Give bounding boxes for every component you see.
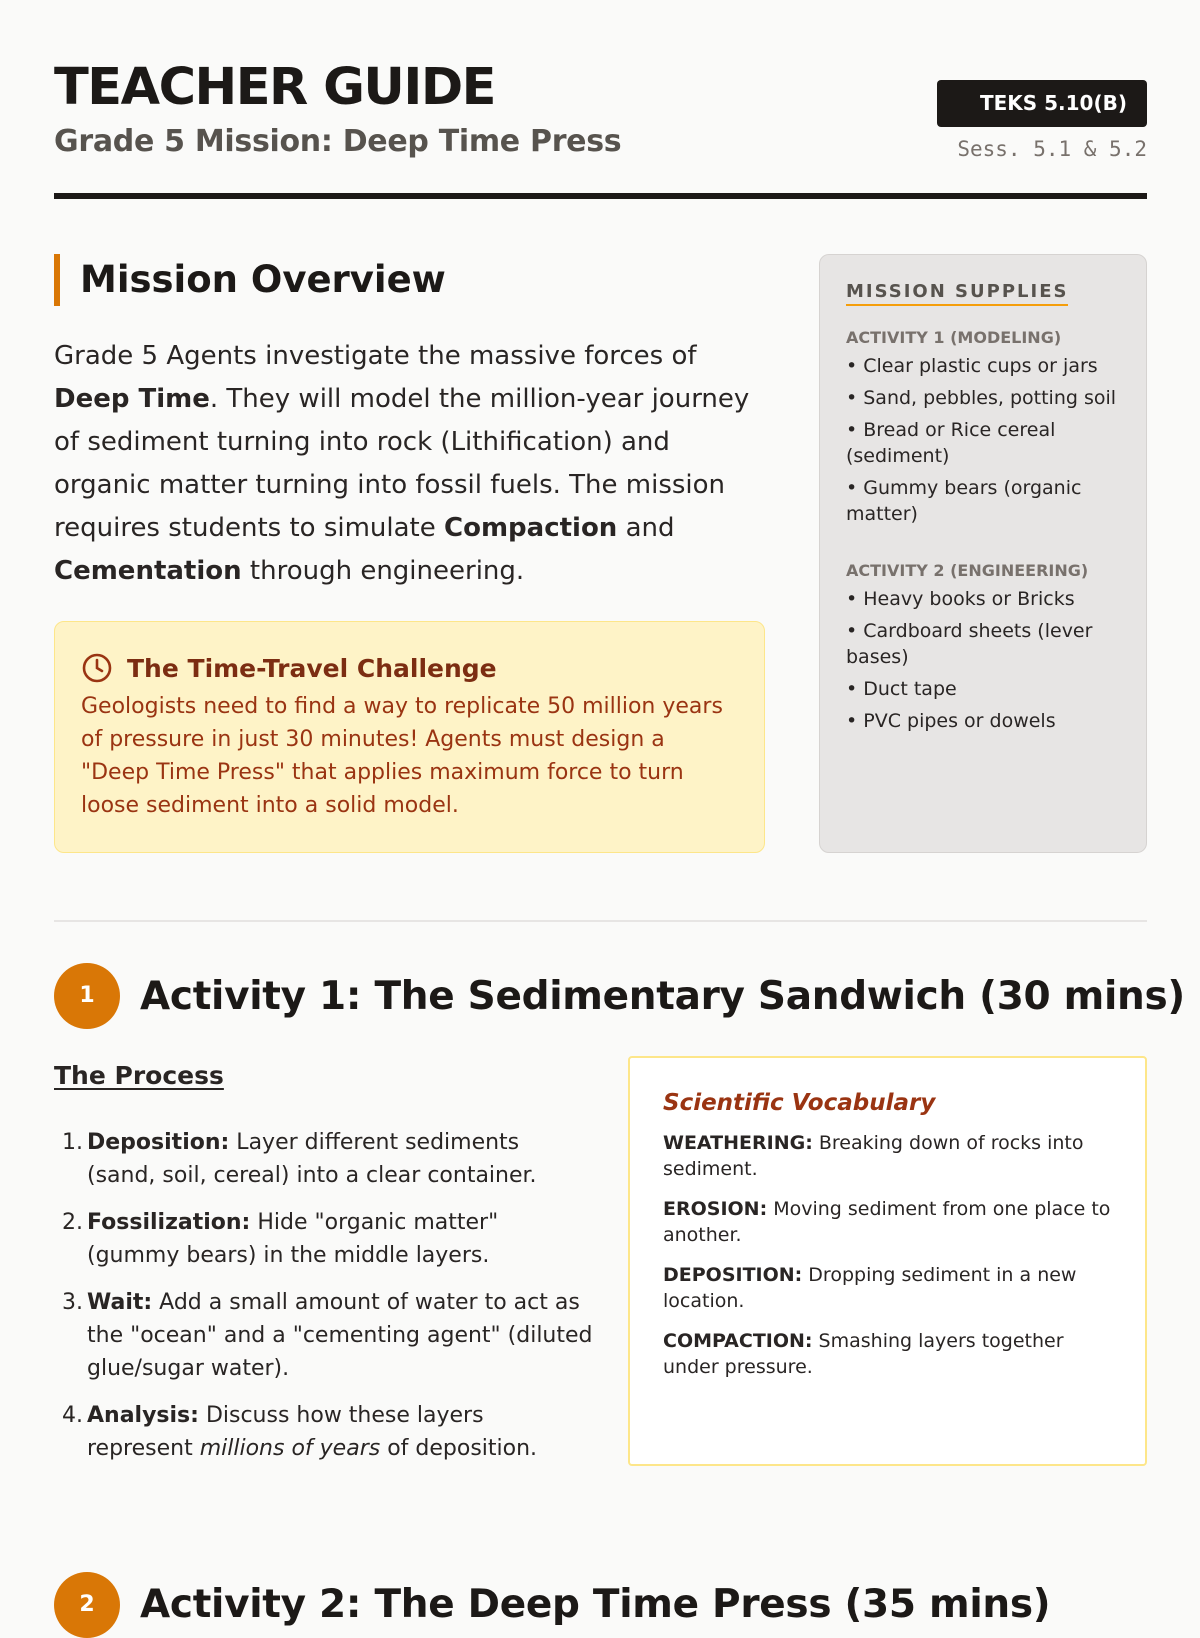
supply-item: • Heavy books or Bricks [846,588,1075,610]
process-step: 3. Wait: Add a small amount of water to act as the "ocean" and a "cementing agent" (diluted glue/sugar water). [62,1290,593,1381]
supply-item: • Clear plastic cups or jars [846,355,1098,377]
process-step: 2. Fossilization: Hide "organic matter" (gummy bears) in the middle layers. [62,1210,499,1268]
supply-item: • Cardboard sheets (lever bases) [846,620,1093,668]
mission-supplies [819,254,1147,853]
vocabulary-box [628,1056,1147,1466]
supply-item: • Sand, pebbles, potting soil [846,387,1117,409]
term-compaction: Compaction [444,513,618,543]
supplies-heading: MISSION SUPPLIES [846,281,1068,306]
activity-2-title: Activity 2: The Deep Time Press (35 mins) [140,1582,1051,1627]
activity-number-badge: 2 [54,1572,120,1638]
challenge-title [81,652,738,684]
challenge-body: Geologists need to find a way to replicate 50 million years of pressure in just 30 minutes! Agents must design a "Deep Time Press" that applies maximum force to turn loose sediment into a solid model. [81,694,723,818]
challenge-title-text: The Time-Travel Challenge [127,653,497,683]
supply-item: • Duct tape [846,678,957,700]
vocabulary-title: Scientific Vocabulary [663,1090,936,1116]
activity-number-badge: 1 [54,963,120,1029]
supplies-list [846,586,1120,734]
supply-item: • Bread or Rice cereal (sediment) [846,419,1056,467]
teks-badge: TEKS 5.10(B) [937,80,1147,127]
page-title: TEACHER GUIDE [54,58,495,117]
term-deep-time: Deep Time [54,384,210,414]
process-steps [54,1126,594,1479]
session-label: Sess. 5.1 & 5.2 [957,137,1147,161]
header-rule [54,193,1147,199]
supply-item: • PVC pipes or dowels [846,710,1056,732]
process-step: 1. Deposition: Layer different sediments (sand, soil, cereal) into a clear container. [62,1130,537,1188]
header [54,60,1147,200]
vocab-item: WEATHERING: Breaking down of rocks into sediment. [663,1132,1084,1180]
vocab-item: COMPACTION: Smashing layers together under pressure. [663,1330,1064,1378]
supplies-list [846,353,1120,527]
process-heading: The Process [54,1061,224,1090]
challenge-callout [54,621,765,853]
overview-heading: Mission Overview [54,254,446,306]
page-subtitle: Grade 5 Mission: Deep Time Press [54,124,622,159]
vocab-item: EROSION: Moving sediment from one place to another. [663,1198,1111,1246]
section-divider [54,920,1147,922]
clock-icon [81,652,113,684]
supplies-group-label: ACTIVITY 2 (ENGINEERING) [846,561,1089,580]
vocab-item: DEPOSITION: Dropping sediment in a new location. [663,1264,1077,1312]
activity-1-title: Activity 1: The Sedimentary Sandwich (30 mins) [140,974,1185,1019]
overview-paragraph: Grade 5 Agents investigate the massive forces of Deep Time. They will model the million-year journey of sediment turning into rock (Lithification) and organic matter turning into fossil fuels. The mission requires students to simulate Compaction and Cementation through engineering. [54,341,750,586]
process-step: 4. Analysis: Discuss how these layers represent millions of years of deposition. [62,1403,538,1461]
supplies-group-label: ACTIVITY 1 (MODELING) [846,328,1062,347]
supply-item: • Gummy bears (organic matter) [846,477,1082,525]
term-cementation: Cementation [54,556,242,586]
